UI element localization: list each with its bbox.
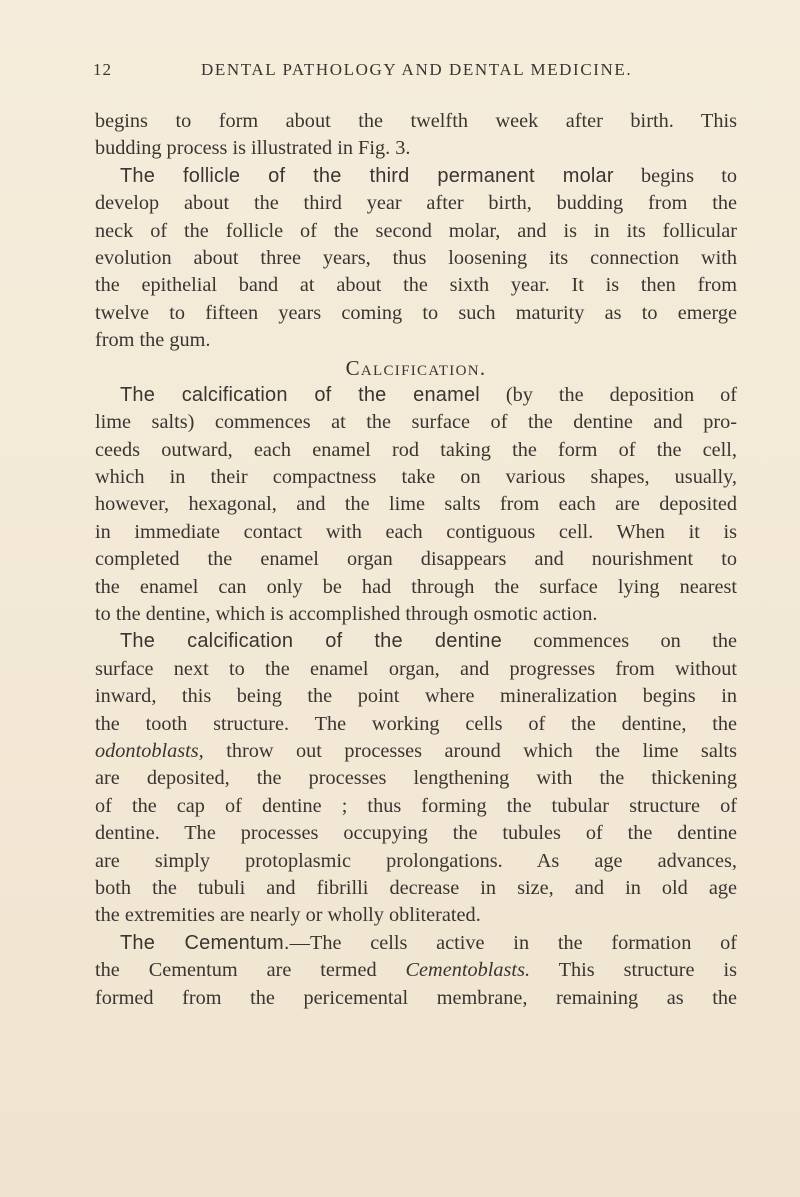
text-line-odontoblasts	[95, 738, 737, 765]
text-line: the enamel can only be had through the surface lying nearest	[95, 575, 737, 598]
text-line: which in their compactness take on various shapes, usually,	[95, 466, 737, 489]
text-fragment: This structure is	[558, 959, 737, 982]
text-fragment: the Cementum are termed	[95, 959, 377, 982]
text-line: begins to form about the twelfth week after birth. This	[95, 110, 737, 132]
text-line: evolution about three years, thus loosening its connection with	[95, 246, 737, 269]
text-line: to the dentine, which is accomplished through osmotic action.	[95, 603, 598, 626]
run-in-heading: The calcification of the enamel	[120, 383, 480, 406]
paragraph-third-molar-start	[95, 163, 737, 190]
text-line: are deposited, the processes lengthening with the thickening	[95, 767, 737, 790]
text-line: ceeds outward, each enamel rod taking the form of the cell,	[95, 438, 737, 461]
text-line: the epithelial band at about the sixth year. It is then from	[95, 274, 737, 297]
text-line: dentine. The processes occupying the tubules of the dentine	[95, 822, 737, 845]
run-in-heading: The follicle of the third permanent molar	[120, 164, 614, 187]
text-line: in immediate contact with each contiguous cell. When it is	[95, 520, 737, 543]
page-number: 12	[93, 60, 112, 79]
text-line: the extremities are nearly or wholly obliterated.	[95, 904, 481, 927]
text-fragment: commences on the	[533, 630, 737, 653]
text-line: completed the enamel organ disappears and nourishment to	[95, 548, 737, 571]
body-text	[95, 108, 737, 1012]
run-in-heading: The Cementum.	[120, 931, 290, 954]
section-heading-text: Calcification.	[345, 355, 487, 380]
text-line: budding process is illustrated in Fig. 3.	[95, 137, 411, 160]
text-line-cementoblasts	[95, 957, 737, 984]
text-line: of the cap of dentine ; thus forming the tubular structure of	[95, 794, 737, 817]
italic-term: Cementoblasts.	[405, 959, 531, 982]
text-fragment: —The cells active in the formation of	[289, 931, 737, 954]
text-line: inward, this being the point where mineralization begins in	[95, 685, 737, 708]
italic-term: odontoblasts,	[95, 739, 204, 762]
text-fragment: begins to	[641, 164, 738, 187]
text-line: the tooth structure. The working cells of the dentine, the	[95, 712, 737, 735]
text-line: twelve to fifteen years coming to such maturity as to emerge	[95, 301, 737, 324]
text-fragment: throw out processes around which the lime salts	[226, 739, 737, 762]
text-line: develop about the third year after birth, budding from the	[95, 192, 737, 215]
paragraph-dentine-start	[95, 628, 737, 655]
page-header	[93, 60, 743, 84]
running-head: DENTAL PATHOLOGY AND DENTAL MEDICINE.	[201, 60, 633, 79]
text-line: formed from the pericemental membrane, remaining as the	[95, 986, 737, 1009]
text-line: are simply protoplasmic prolongations. As age advances,	[95, 849, 737, 872]
text-line: both the tubuli and fibrilli decrease in size, and in old age	[95, 876, 737, 899]
text-fragment: (by the deposition of	[505, 383, 737, 406]
text-line: however, hexagonal, and the lime salts from each are deposited	[95, 493, 737, 516]
paragraph-cementum-start	[95, 930, 737, 957]
text-line: surface next to the enamel organ, and progresses from without	[95, 657, 737, 680]
section-heading	[95, 355, 737, 382]
text-line: neck of the follicle of the second molar, and is in its follicular	[95, 219, 737, 242]
text-line: lime salts) commences at the surface of the dentine and pro-	[95, 411, 737, 434]
text-line: from the gum.	[95, 329, 211, 352]
run-in-heading: The calcification of the dentine	[120, 630, 502, 653]
paragraph-enamel-start	[95, 382, 737, 409]
